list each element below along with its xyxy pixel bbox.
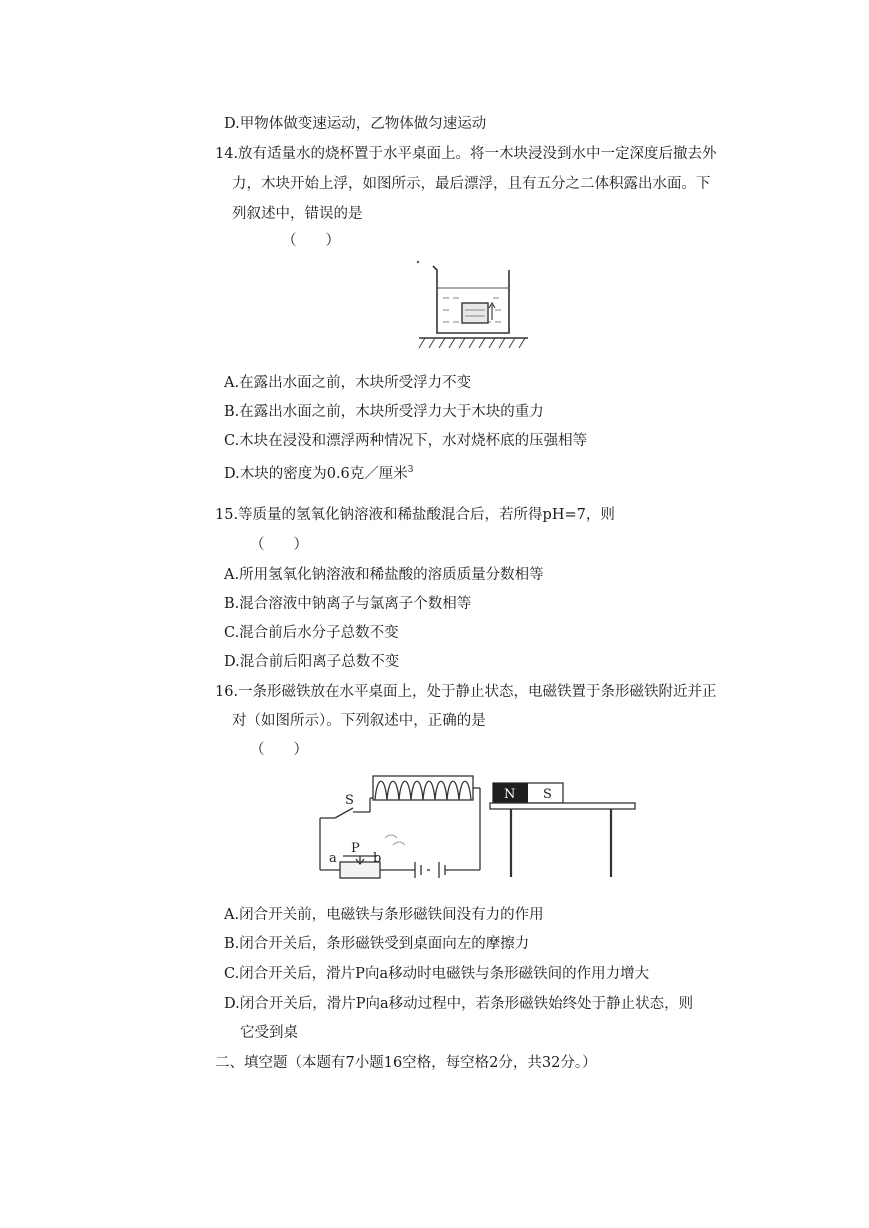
q16-option-c: C.闭合开关后，滑片P向a移动时电磁铁与条形磁铁间的作用力增大 [224, 966, 650, 982]
q16-answer-bracket: （ ） [250, 742, 308, 758]
q16-stem-line1: 16.一条形磁铁放在水平桌面上，处于静止状态，电磁铁置于条形磁铁附近并正 [215, 684, 717, 700]
q15-option-b: B.混合溶液中钠离子与氯离子个数相等 [224, 596, 472, 612]
q15-stem: 15.等质量的氢氧化钠溶液和稀盐酸混合后，若所得pH=7，则 [215, 507, 615, 523]
q14-stem-line1: 14.放有适量水的烧杯置于水平桌面上。将一木块浸没到水中一定深度后撤去外 [215, 146, 717, 162]
q14-stem-line2: 力，木块开始上浮，如图所示，最后漂浮，且有五分之二体积露出水面。下 [232, 176, 711, 192]
q15-option-d: D.混合前后阳离子总数不变 [224, 654, 400, 670]
electromagnet-figure [315, 770, 640, 880]
q14-option-a: A.在露出水面之前，木块所受浮力不变 [224, 375, 472, 391]
q15-option-a: A.所用氢氧化钠溶液和稀盐酸的溶质质量分数相等 [224, 567, 544, 583]
q16-option-b: B.闭合开关后，条形磁铁受到桌面向左的摩擦力 [224, 936, 530, 952]
q16-option-d: D.闭合开关后，滑片P向a移动过程中，若条形磁铁始终处于静止状态，则 [224, 996, 694, 1012]
q14-option-c: C.木块在浸没和漂浮两种情况下，水对烧杯底的压强相等 [224, 433, 588, 449]
q16-option-d-continuation: 它受到桌 [240, 1025, 298, 1041]
beaker-figure [415, 258, 530, 350]
q16-stem-line2: 对（如图所示）。下列叙述中，正确的是 [232, 713, 486, 729]
q14-option-d: D.木块的密度为0.6克／厘米$^3$ [224, 465, 414, 482]
section2-title: 二、填空题（本题有7小题16空格，每空格2分，共32分。） [215, 1055, 597, 1071]
slider-p-label: P [351, 841, 360, 856]
rheostat-b-label: b [373, 851, 382, 866]
q14-option-d-superscript: 3 [407, 465, 414, 475]
q14-option-b: B.在露出水面之前，木块所受浮力大于木块的重力 [224, 404, 544, 420]
q16-option-a: A.闭合开关前，电磁铁与条形磁铁间没有力的作用 [224, 907, 544, 923]
magnet-s-label: S [543, 787, 552, 802]
rheostat-a-label: a [329, 851, 337, 866]
q14-stem-line3: 列叙述中，错误的是 [232, 206, 363, 222]
q13-option-d: D.甲物体做变速运动，乙物体做匀速运动 [224, 116, 487, 132]
q14-answer-bracket: （ ） [282, 233, 340, 249]
q15-answer-bracket: （ ） [250, 537, 308, 553]
switch-label: S [345, 793, 354, 808]
magnet-n-label: N [504, 787, 516, 802]
q15-option-c: C.混合前后水分子总数不变 [224, 625, 399, 641]
